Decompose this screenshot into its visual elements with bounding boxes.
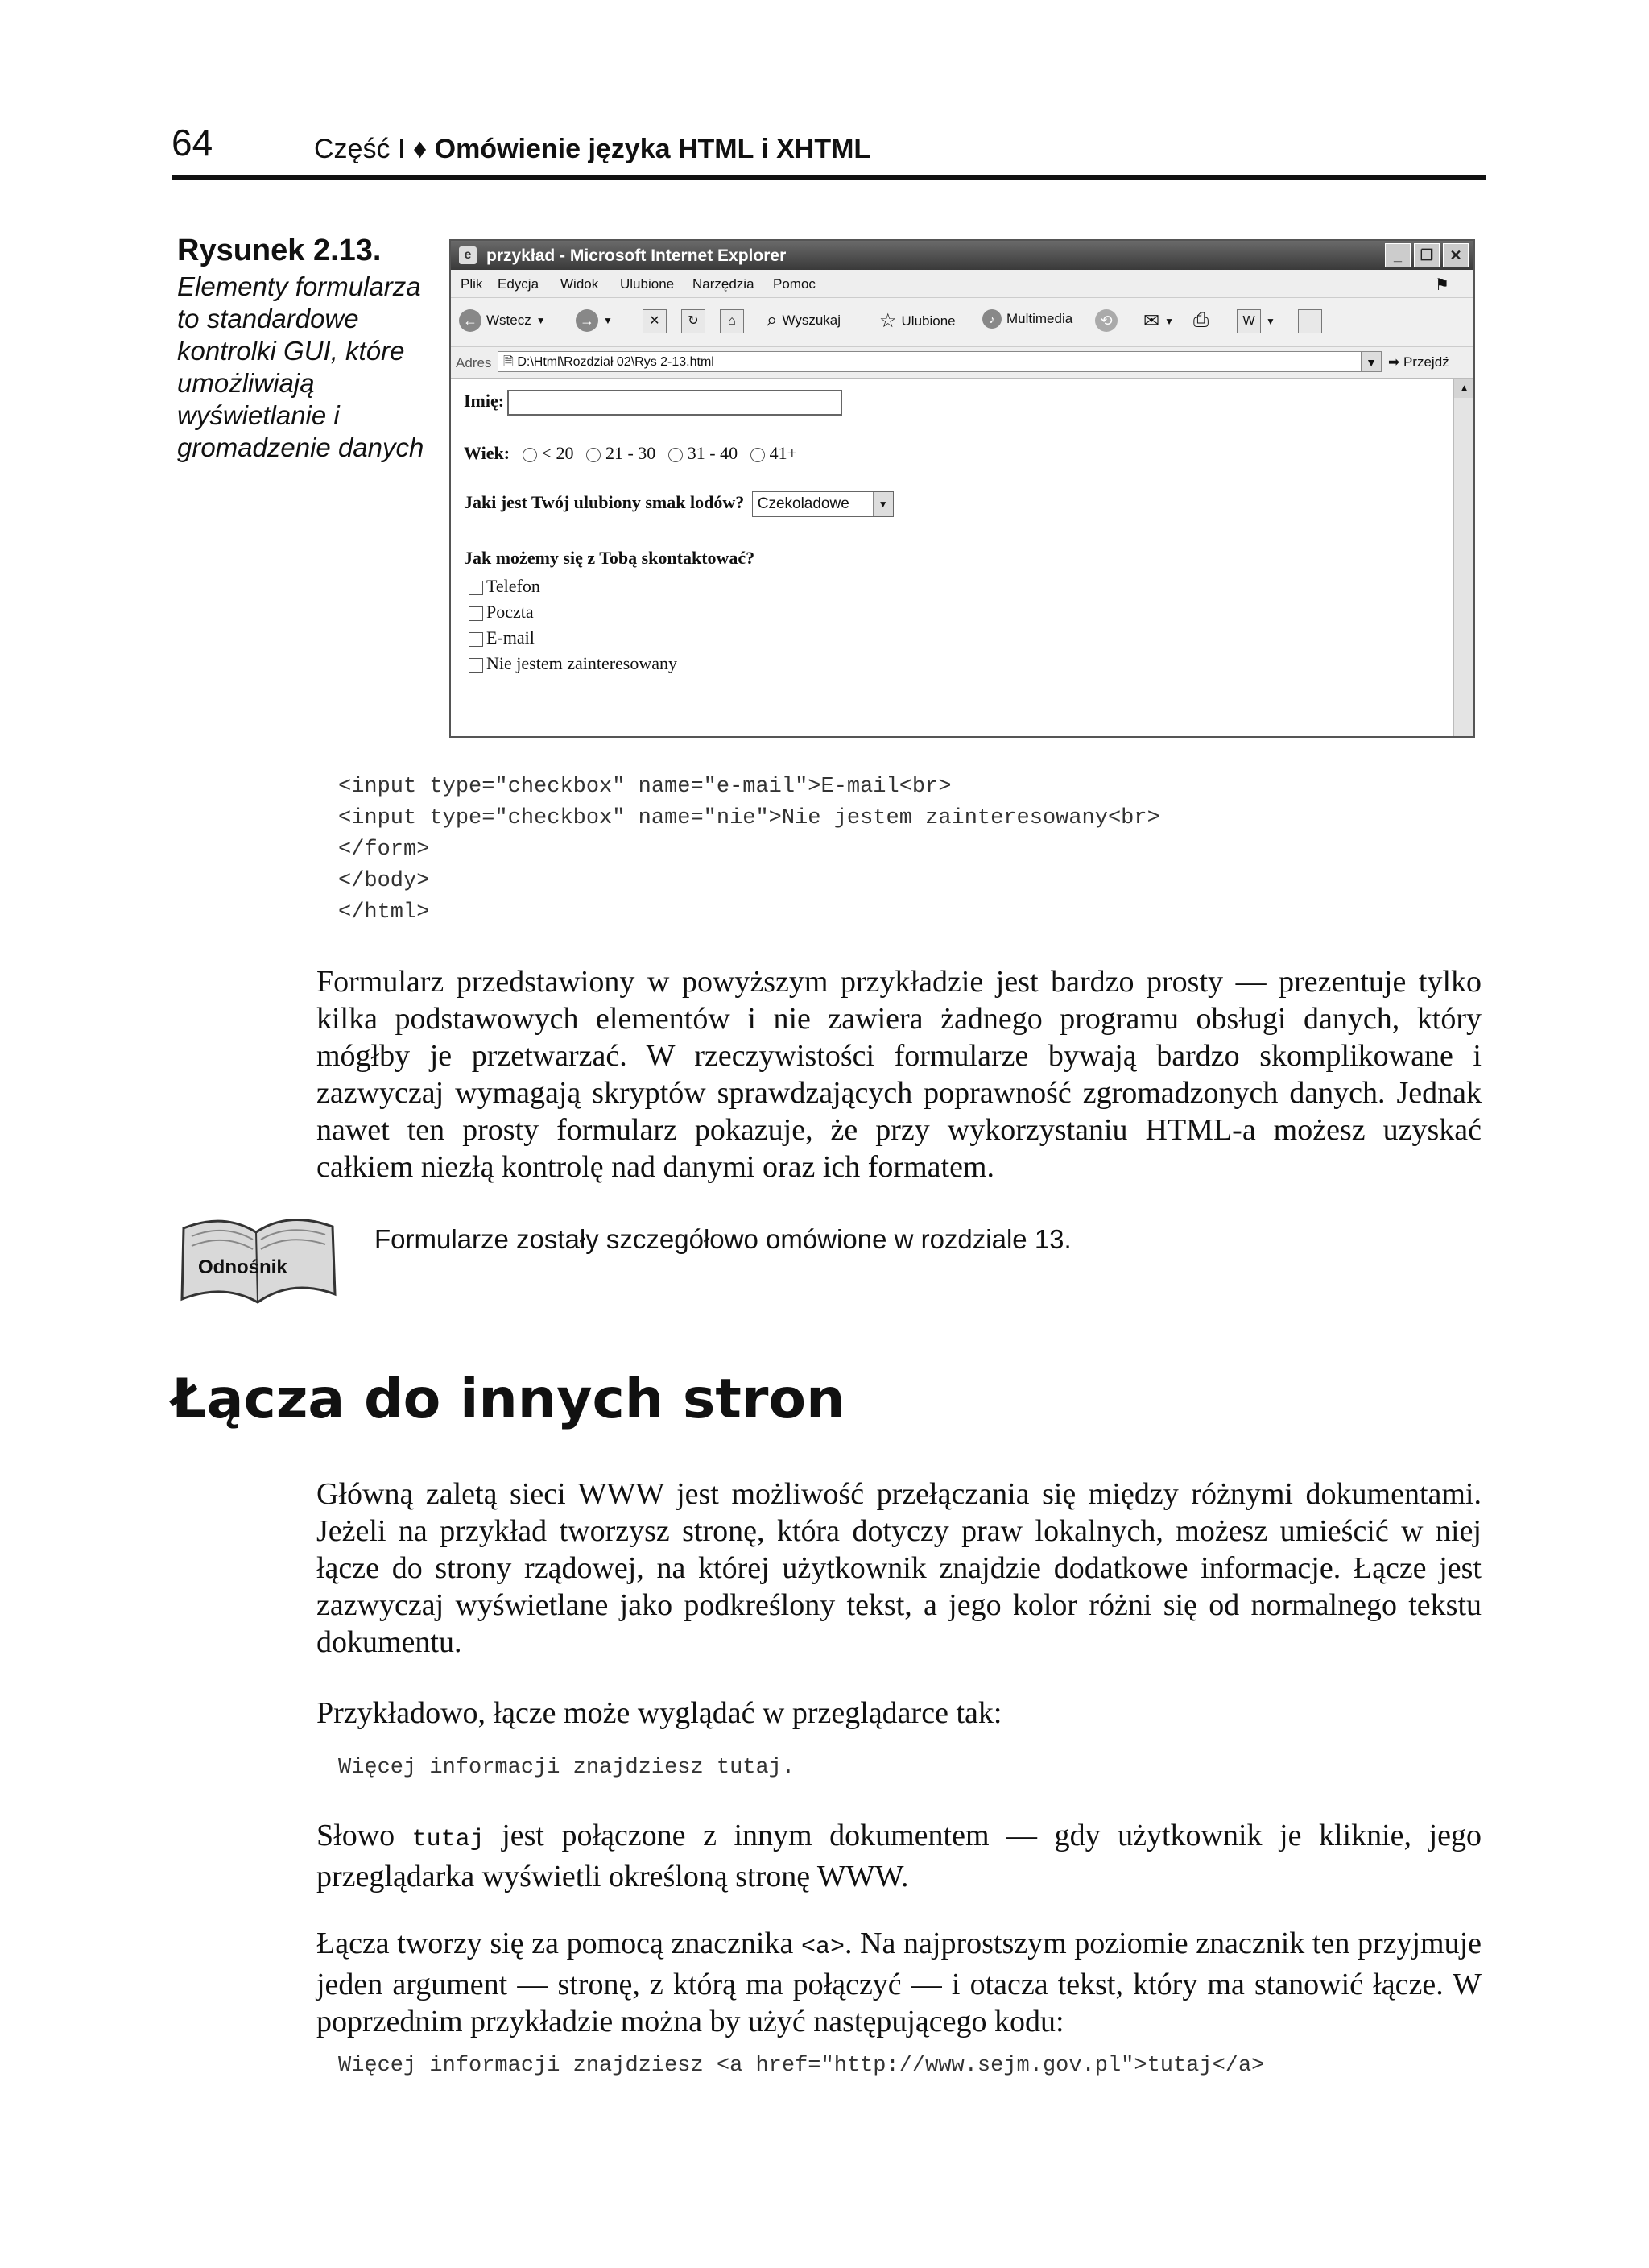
back-button[interactable]	[459, 309, 546, 332]
maximize-icon[interactable]: ❐	[1414, 243, 1440, 267]
menu-ulubione[interactable]: Ulubione	[620, 276, 675, 292]
code-example: Więcej informacji znajdziesz <a href="http://www.sejm.gov.pl">tutaj</a>	[338, 2054, 1265, 2078]
scroll-up-icon[interactable]: ▲	[1454, 379, 1474, 398]
mail-button[interactable]	[1143, 309, 1174, 333]
contact-option[interactable]	[469, 599, 677, 625]
ie-icon: e	[459, 246, 477, 264]
inline-code: tutaj	[411, 1826, 485, 1853]
contact-label: Poczta	[486, 602, 534, 622]
windows-flag-icon: ⚑	[1435, 276, 1449, 294]
minimize-icon[interactable]: _	[1385, 243, 1411, 267]
separator-diamond: ♦	[412, 134, 428, 164]
browser-window	[449, 239, 1475, 738]
contact-option[interactable]	[469, 651, 677, 677]
crossref-text: Formularze zostały szczegółowo omówione w rozdziale 13.	[374, 1224, 1072, 1254]
window-title: przykład - Microsoft Internet Explorer	[486, 246, 787, 265]
history-button[interactable]	[1095, 309, 1118, 332]
age-option-2: 21 - 30	[605, 443, 656, 463]
figure-label: Rysunek 2.13.	[177, 234, 382, 267]
body-paragraph: Główną zaletą sieci WWW jest możliwość przełączania się między różnymi dokumentami. Jeżeli na przykład tworzysz stronę, która dotyczy praw lokalnych, możesz umieścić w niej łącze do strony rządowej, na której użytkownik znajdzie dodatkowe informacje. Łącze jest zazwyczaj wyświetlane jako podkreślony tekst, a jego kolor różni się od normalnego tekstu dokumentu.	[316, 1477, 1482, 1659]
body-paragraph: Przykładowo, łącze może wyglądać w przeglądarce tak:	[316, 1696, 1002, 1730]
go-label: Przejdź	[1403, 354, 1449, 370]
forward-button[interactable]	[576, 309, 613, 332]
contact-label: Nie jestem zainteresowany	[486, 653, 678, 673]
flavor-question: Jaki jest Twój ulubiony smak lodów?	[464, 492, 745, 513]
address-dropdown-icon[interactable]: ▼	[1361, 351, 1382, 372]
menu-pomoc[interactable]: Pomoc	[773, 276, 816, 292]
search-label: Wyszukaj	[782, 312, 841, 328]
star-icon: ☆	[879, 310, 897, 332]
discuss-icon	[1298, 309, 1322, 333]
refresh-button[interactable]	[681, 309, 705, 333]
part-label: Część I	[314, 134, 406, 164]
flavor-selected: Czekoladowe	[757, 495, 849, 512]
back-arrow-icon: ←	[459, 309, 481, 332]
name-label: Imię:	[464, 391, 505, 412]
page-icon: 🗎	[503, 355, 518, 369]
contact-label: E-mail	[486, 627, 535, 648]
vertical-scrollbar[interactable]	[1453, 379, 1474, 736]
media-button[interactable]	[982, 309, 1072, 329]
body-paragraph: Formularz przedstawiony w powyższym przykładzie jest bardzo prosty — prezentuje tylko kilka podstawowych elementów i nie zawiera żadnego programu obsługi danych, który mógłby je przetwarzać. W rzeczywistości formularze bywają bardzo skomplikowane i zazwyczaj wymagają skryptów sprawdzających poprawność zgromadzonych danych. Jednak nawet ten prosty formularz pokazuje, że przy wykorzystaniu HTML-a możesz uzyskać całkiem niezłą kontrolę nad danymi oraz ich formatem.	[316, 965, 1482, 1184]
home-icon: ⌂	[720, 309, 744, 333]
title-bar	[451, 241, 1473, 270]
back-dropdown-icon: ▼	[535, 315, 546, 326]
section-heading: Łącza do innych stron	[172, 1368, 845, 1431]
flavor-select[interactable]	[752, 491, 894, 517]
search-icon: ⌕	[767, 309, 778, 331]
age-option-1: < 20	[541, 443, 574, 463]
name-row	[464, 390, 842, 416]
toolbar	[451, 298, 1473, 347]
address-input[interactable]	[498, 351, 1367, 372]
contact-option[interactable]	[469, 625, 677, 651]
history-icon: ⟲	[1095, 309, 1118, 332]
chapter-title: Omówienie języka HTML i XHTML	[434, 134, 871, 164]
contact-label: Telefon	[486, 576, 540, 596]
text-run: Łącza tworzy się za pomocą znacznika	[316, 1927, 794, 1960]
inline-code: <a>	[800, 1934, 845, 1961]
address-value: D:\Html\Rozdział 02\Rys 2-13.html	[517, 355, 714, 369]
age-option-4: 41+	[769, 443, 798, 463]
address-label: Adres	[456, 355, 492, 370]
contact-option[interactable]	[469, 573, 677, 599]
age-option-3: 31 - 40	[687, 443, 738, 463]
book-icon	[176, 1204, 337, 1309]
body-paragraph	[316, 1925, 1482, 2040]
text-run: jest połączone z innym dokumentem — gdy użytkownik je kliknie, jego przeglądarka wyświetli określoną stronę WWW.	[316, 1819, 1482, 1893]
age-radio-3[interactable]	[668, 448, 683, 462]
age-row	[464, 443, 797, 464]
stop-button[interactable]	[643, 309, 667, 333]
checkbox-telefon[interactable]	[469, 581, 483, 595]
back-label: Wstecz	[486, 312, 531, 328]
page-number: 64	[172, 122, 213, 163]
code-line: <input type="checkbox" name="nie">Nie jestem zainteresowany<br>	[338, 806, 1160, 830]
go-button[interactable]	[1388, 354, 1449, 370]
close-icon[interactable]: ✕	[1443, 243, 1469, 267]
print-button[interactable]	[1193, 309, 1209, 332]
address-bar	[451, 347, 1473, 379]
edit-button[interactable]	[1237, 309, 1275, 333]
discuss-button[interactable]	[1298, 309, 1322, 333]
edit-dropdown-icon: ▼	[1266, 316, 1275, 327]
age-radio-2[interactable]	[586, 448, 601, 462]
crossref-badge: Odnośnik	[198, 1256, 287, 1278]
code-line: <input type="checkbox" name="e-mail">E-mail<br>	[338, 775, 952, 799]
menu-bar	[451, 270, 1473, 298]
mail-icon: ✉	[1143, 310, 1160, 332]
code-example: Więcej informacji znajdziesz tutaj.	[338, 1756, 796, 1780]
contact-options	[469, 573, 677, 677]
checkbox-nie[interactable]	[469, 658, 483, 673]
select-arrow-icon: ▼	[873, 492, 893, 516]
code-line: </html>	[338, 900, 430, 925]
menu-plik[interactable]: Plik	[461, 276, 483, 292]
stop-icon: ✕	[643, 309, 667, 333]
code-line: </body>	[338, 869, 430, 893]
mail-dropdown-icon: ▼	[1164, 315, 1174, 327]
text-run: Słowo	[316, 1819, 395, 1852]
word-icon: W	[1237, 309, 1261, 333]
figure-caption: Elementy formularza to standardowe kontrolki GUI, które umożliwiają wyświetlanie i gromadzenie danych	[177, 271, 424, 462]
media-label: Multimedia	[1006, 311, 1073, 326]
menu-widok[interactable]: Widok	[560, 276, 599, 292]
favorites-button[interactable]	[879, 309, 956, 333]
checkbox-email[interactable]	[469, 632, 483, 647]
age-label: Wiek:	[464, 443, 510, 463]
page-content	[451, 379, 1453, 736]
code-line: </form>	[338, 838, 430, 862]
flavor-row	[464, 491, 894, 517]
print-icon: ⎙	[1193, 309, 1209, 331]
age-radio-4[interactable]	[750, 448, 765, 462]
forward-dropdown-icon: ▼	[603, 315, 613, 326]
go-arrow-icon: ➡	[1388, 354, 1403, 370]
contact-question: Jak możemy się z Tobą skontaktować?	[464, 548, 755, 568]
body-paragraph	[316, 1817, 1482, 1895]
checkbox-poczta[interactable]	[469, 606, 483, 621]
forward-arrow-icon: →	[576, 309, 598, 332]
refresh-icon: ↻	[681, 309, 705, 333]
menu-edycja[interactable]: Edycja	[498, 276, 539, 292]
header-rule	[172, 175, 1486, 180]
name-input[interactable]	[507, 390, 842, 416]
favorites-label: Ulubione	[901, 312, 956, 329]
media-icon: ♪	[982, 309, 1002, 329]
text-run: . Na najprostszym poziomie znacznik ten przyjmuje jeden argument — stronę, z którą ma połączyć — i otacza tekst, który ma stanowić łącze. W poprzednim przykładzie można by użyć następującego kodu:	[316, 1927, 1482, 2038]
search-button[interactable]	[767, 309, 841, 332]
menu-narzedzia[interactable]: Narzędzia	[692, 276, 754, 292]
age-radio-1[interactable]	[523, 448, 537, 462]
home-button[interactable]	[720, 309, 744, 333]
running-head	[314, 134, 870, 165]
